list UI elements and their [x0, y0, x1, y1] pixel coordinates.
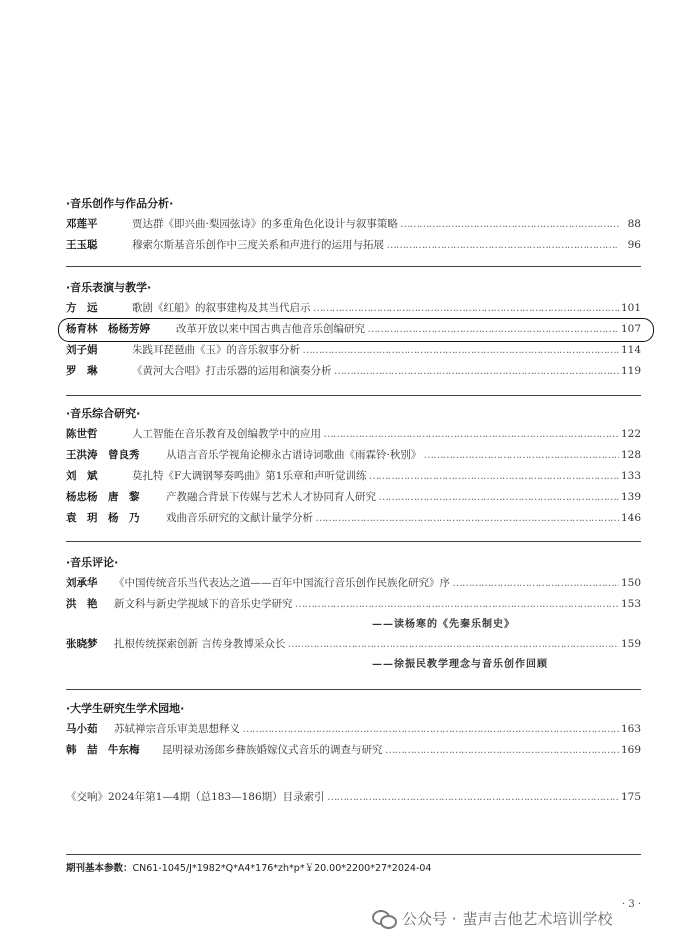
entry-title: 苏轼禅宗音乐审美思想释义 …………………………………………………………………………………………………………………………………………………………………………………… [114, 719, 619, 740]
toc-entry[interactable] [66, 594, 641, 615]
toc-entry[interactable] [66, 634, 641, 655]
entry-title: 莫扎特《F大调钢琴奏鸣曲》第1乐章和声听觉训练 …………………………………………………………………………………………………………………………………………………………………………………… [132, 466, 619, 487]
entry-page: 122 [620, 428, 641, 440]
toc-entry[interactable] [66, 719, 641, 740]
entry-author: 刘子娟 [66, 344, 98, 356]
entry-subtitle: ——徐振民教学理念与音乐创作回顾 [372, 659, 548, 670]
entry-page: 159 [620, 638, 641, 650]
footer-divider [66, 854, 641, 855]
entry-page: 96 [627, 239, 641, 251]
entry-title: 朱践耳琵琶曲《玉》的音乐叙事分析 …………………………………………………………………………………………………………………………………………………………………………………… [132, 340, 619, 361]
entry-author: 韩 喆 牛东梅 [66, 744, 140, 756]
entry-author: 杨育林 杨杨芳婷 [66, 323, 150, 335]
parameters-value: CN61-1045/J*1982*Q*A4*176*zh*p*￥20.00*2200*27*2024-04 [132, 863, 432, 874]
section-music-criticism [66, 553, 641, 674]
section-header: ·音乐表演与教学· [66, 281, 152, 294]
section-annual-index [66, 787, 641, 808]
section-student-forum [66, 699, 641, 761]
entry-title: 《交响》2024年第1—4期（总183—186期）目录索引 …………………………………………………………………………………………………………………………………………………………………………………… [66, 787, 619, 808]
toc-entry[interactable] [66, 445, 641, 466]
journal-parameters [66, 860, 431, 874]
entry-title: 《中国传统音乐当代表达之道——百年中国流行音乐创作民族化研究》序 …………………………………………………………………………………………………………………………………………………………………………………… [114, 573, 619, 594]
entry-title: 昆明禄劝汤郎乡彝族婚嫁仪式音乐的调查与研究 …………………………………………………………………………………………………………………………………………………………………………………… [162, 740, 619, 761]
entry-page: 119 [620, 365, 641, 377]
entry-subtitle: ——读杨寒的《先秦乐制史》 [372, 619, 515, 630]
toc-entry[interactable] [66, 573, 641, 594]
entry-title: 穆索尔斯基音乐创作中三度关系和声进行的运用与拓展 …………………………………………………………………………………………………………………………………………………………………………………… [132, 235, 619, 256]
entry-title: 贾达群《即兴曲·梨园弦诗》的多重角色化设计与叙事策略 …………………………………………………………………………………………………………………………………………………………………………………… [132, 214, 619, 235]
entry-page: 139 [620, 491, 641, 503]
entry-page: 169 [620, 744, 641, 756]
toc-entry[interactable] [66, 235, 641, 256]
toc-entry[interactable] [66, 740, 641, 761]
entry-page: 128 [620, 449, 641, 461]
highlight-oval [58, 318, 654, 342]
parameters-label: 期刊基本参数： [66, 863, 133, 874]
section-comprehensive-research [66, 404, 641, 529]
section-header: ·大学生研究生学术园地· [66, 702, 185, 715]
entry-title: 《黄河大合唱》打击乐器的运用和演奏分析 …………………………………………………………………………………………………………………………………………………………………………………… [132, 361, 619, 382]
toc-entry[interactable] [66, 361, 641, 382]
toc-entry-index[interactable] [66, 787, 641, 808]
entry-page: 146 [620, 512, 641, 524]
toc-entry[interactable] [66, 466, 641, 487]
entry-page: 175 [620, 791, 641, 803]
entry-author: 洪 艳 [66, 598, 98, 610]
entry-title: 歌剧《红船》的叙事建构及其当代启示 …………………………………………………………………………………………………………………………………………………………………………………… [132, 298, 619, 319]
entry-title: 人工智能在音乐教育及创编教学中的应用 …………………………………………………………………………………………………………………………………………………………………………………… [132, 424, 619, 445]
entry-author: 王洪涛 曾良秀 [66, 449, 140, 461]
toc-entry[interactable] [66, 424, 641, 445]
entry-author: 罗 琳 [66, 365, 98, 377]
wechat-watermark [372, 904, 613, 932]
entry-page: 107 [620, 323, 641, 335]
entry-author: 邓莲平 [66, 218, 98, 230]
entry-author: 张晓梦 [66, 638, 98, 650]
entry-author: 马小茹 [66, 723, 98, 735]
entry-title: 改革开放以来中国古典吉他音乐创编研究 …………………………………………………………………………………………………………………………………………………………………………………… [176, 319, 619, 340]
entry-author: 袁 玥 杨 乃 [66, 512, 140, 524]
section-divider [66, 541, 641, 542]
entry-page: 163 [620, 723, 641, 735]
entry-page: 153 [620, 598, 641, 610]
entry-title: 产教融合背景下传媒与艺术人才协同育人研究 …………………………………………………………………………………………………………………………………………………………………………………… [166, 487, 619, 508]
entry-title: 扎根传统探索创新 言传身教博采众长 …………………………………………………………………………………………………………………………………………………………………………………… [114, 634, 619, 655]
entry-page: 101 [620, 302, 641, 314]
section-divider [66, 395, 641, 396]
toc-entry[interactable] [66, 214, 641, 235]
entry-author: 陈世哲 [66, 428, 98, 440]
page-number: · 3 · [622, 899, 642, 910]
entry-author: 方 远 [66, 302, 98, 314]
watermark-name: 蜚声吉他艺术培训学校 [462, 909, 613, 928]
toc-entry[interactable] [66, 298, 641, 319]
entry-author: 王玉聪 [66, 239, 98, 251]
toc-entry[interactable] [66, 487, 641, 508]
section-divider [66, 689, 641, 690]
section-header: ·音乐评论· [66, 556, 119, 569]
entry-author: 杨忠杨 唐 黎 [66, 491, 140, 503]
section-composition-analysis [66, 194, 641, 256]
section-header: ·音乐综合研究· [66, 407, 141, 420]
toc-entry[interactable] [66, 508, 641, 529]
entry-title: 从语言音乐学视角论柳永古谱诗词歌曲《雨霖铃·秋别》 …………………………………………………………………………………………………………………………………………………………………………………… [166, 445, 619, 466]
section-header: ·音乐创作与作品分析· [66, 197, 174, 210]
entry-page: 150 [620, 577, 641, 589]
entry-page: 133 [620, 470, 641, 482]
entry-author: 刘承华 [66, 577, 98, 589]
entry-page: 88 [627, 218, 641, 230]
entry-page: 114 [620, 344, 641, 356]
entry-title: 新文科与新史学视域下的音乐史学研究 …………………………………………………………………………………………………………………………………………………………………………………… [114, 594, 619, 615]
section-divider [66, 266, 641, 267]
wechat-icon [372, 908, 396, 928]
toc-entry[interactable] [66, 340, 641, 361]
entry-author: 刘 斌 [66, 470, 98, 482]
entry-title: 戏曲音乐研究的文献计量学分析 …………………………………………………………………………………………………………………………………………………………………………………… [166, 508, 619, 529]
watermark-prefix: 公众号 · [402, 909, 457, 928]
